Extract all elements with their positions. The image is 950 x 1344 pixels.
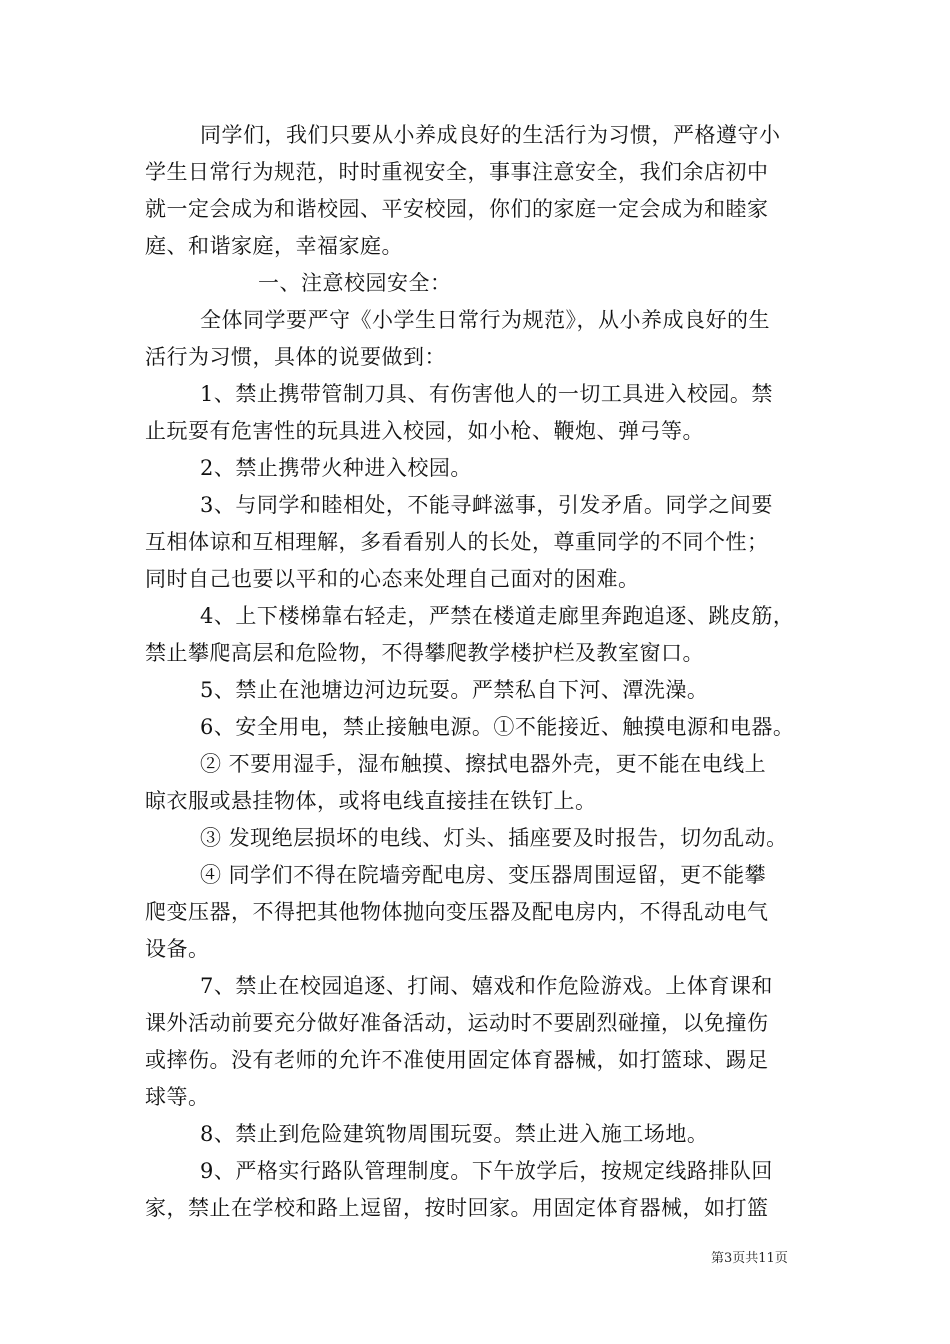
text-line: 同学们，我们只要从小养成良好的生活行为习惯，严格遵守小 xyxy=(200,123,781,147)
text-line: ④ 同学们不得在院墙旁配电房、变压器周围逗留，更不能攀 xyxy=(200,863,767,887)
text-line: 球等。 xyxy=(145,1085,210,1109)
text-line: ② 不要用湿手，湿布触摸、擦拭电器外壳，更不能在电线上 xyxy=(200,752,767,776)
text-line: 庭、和谐家庭，幸福家庭。 xyxy=(145,234,403,258)
text-line: 晾衣服或悬挂物体，或将电线直接挂在铁钉上。 xyxy=(145,789,597,813)
text-line: 同时自己也要以平和的心态来处理自己面对的困难。 xyxy=(145,567,640,591)
text-line: 活行为习惯，具体的说要做到： xyxy=(145,345,446,369)
text-line: 全体同学要严守《小学生日常行为规范》，从小养成良好的生 xyxy=(200,308,770,332)
text-line: 7、禁止在校园追逐、打闹、嬉戏和作危险游戏。上体育课和 xyxy=(200,974,773,998)
text-line: 4、上下楼梯靠右轻走，严禁在楼道走廊里奔跑追逐、跳皮筋， xyxy=(200,604,795,628)
text-line: 6、安全用电，禁止接触电源。①不能接近、触摸电源和电器。 xyxy=(200,715,795,739)
text-line: 或摔伤。没有老师的允许不准使用固定体育器械，如打篮球、踢足 xyxy=(145,1048,769,1072)
text-line: 就一定会成为和谐校园、平安校园，你们的家庭一定会成为和睦家 xyxy=(145,197,769,221)
text-line: 家，禁止在学校和路上逗留，按时回家。用固定体育器械，如打篮 xyxy=(145,1196,769,1220)
section-heading: 一、注意校园安全： xyxy=(258,271,452,295)
text-line: 5、禁止在池塘边河边玩耍。严禁私自下河、潭洗澡。 xyxy=(200,678,709,702)
text-line: 2、禁止携带火种进入校园。 xyxy=(200,456,472,480)
page-number: 第3页共11页 xyxy=(711,1251,788,1266)
text-line: 9、严格实行路队管理制度。下午放学后，按规定线路排队回 xyxy=(200,1159,773,1183)
text-line: 学生日常行为规范，时时重视安全，事事注意安全，我们余店初中 xyxy=(145,160,769,184)
text-line: 设备。 xyxy=(145,937,210,961)
text-line: 止玩耍有危害性的玩具进入校园，如小枪、鞭炮、弹弓等。 xyxy=(145,419,704,443)
text-line: 1、禁止携带管制刀具、有伤害他人的一切工具进入校园。禁 xyxy=(200,382,773,406)
text-line: 3、与同学和睦相处，不能寻衅滋事，引发矛盾。同学之间要 xyxy=(200,493,773,517)
text-line: 爬变压器，不得把其他物体抛向变压器及配电房内，不得乱动电气 xyxy=(145,900,769,924)
text-line: 禁止攀爬高层和危险物，不得攀爬教学楼护栏及教室窗口。 xyxy=(145,641,704,665)
text-line: 互相体谅和互相理解，多看看别人的长处，尊重同学的不同个性； xyxy=(145,530,769,554)
text-line: 8、禁止到危险建筑物周围玩耍。禁止进入施工场地。 xyxy=(200,1122,709,1146)
text-line: 课外活动前要充分做好准备活动，运动时不要剧烈碰撞，以免撞伤 xyxy=(145,1011,769,1035)
text-line: ③ 发现绝层损坏的电线、灯头、插座要及时报告，切勿乱动。 xyxy=(200,826,788,850)
